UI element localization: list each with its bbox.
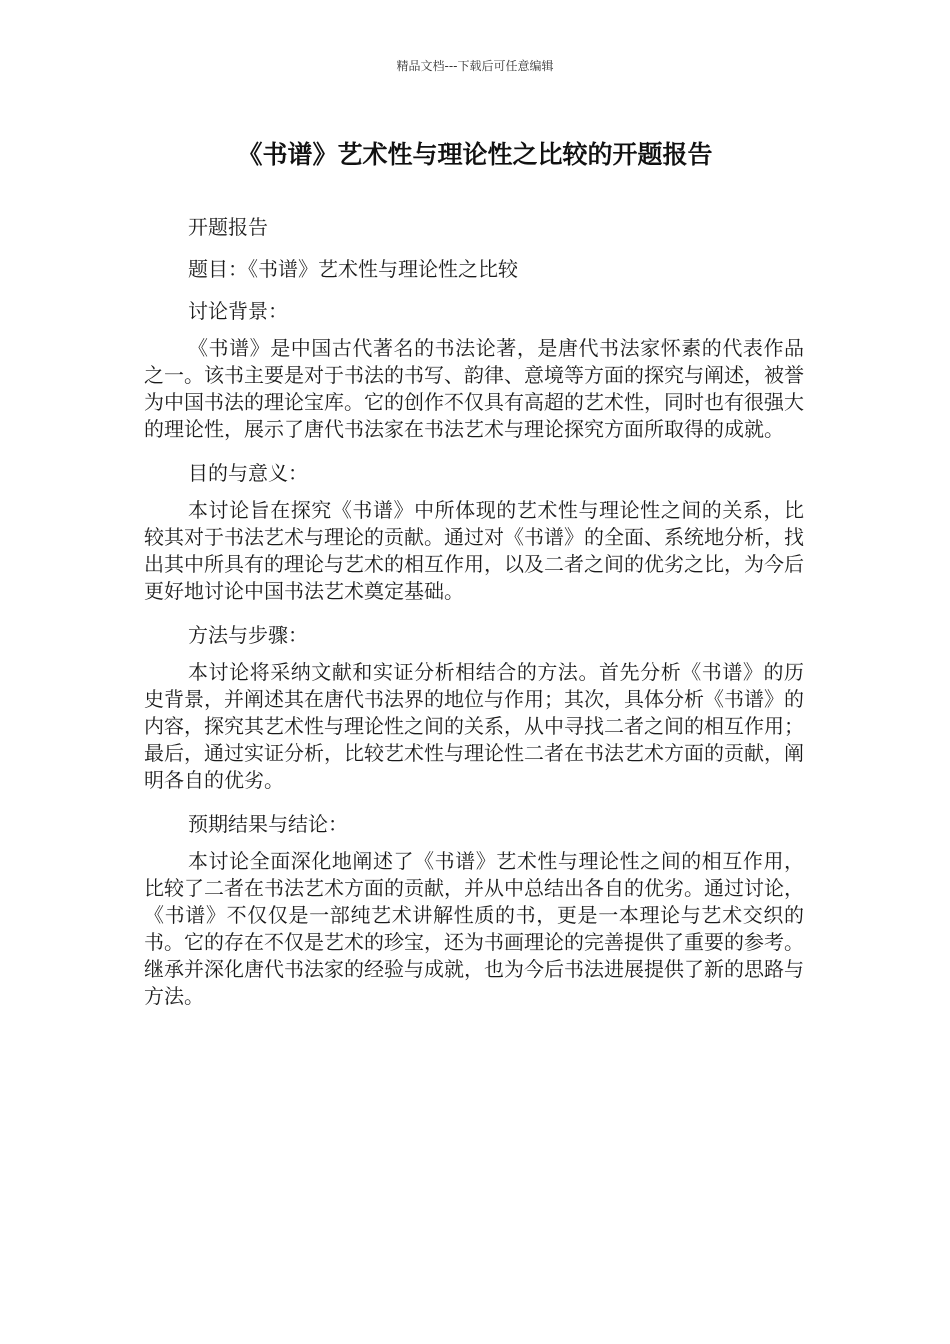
document-title: 《书谱》艺术性与理论性之比较的开题报告 <box>237 140 713 169</box>
document-body <box>144 209 804 1022</box>
section-heading-background: 讨论背景： <box>188 299 288 323</box>
section-body-purpose: 本讨论旨在探究《书谱》中所体现的艺术性与理论性之间的关系，比较其对于书法艺术与理论的贡献。通过对《书谱》的全面、系统地分析，找出其中所具有的理论与艺术的相互作用，以及二者之间的优劣之比，为今后更好地讨论中国书法艺术奠定基础。 <box>144 498 804 603</box>
page-header: 精品文档---下载后可任意编辑 <box>396 59 554 73</box>
section-heading-method: 方法与步骤： <box>188 623 308 647</box>
section-body-expected-result: 本讨论全面深化地阐述了《书谱》艺术性与理论性之间的相互作用，比较了二者在书法艺术方面的贡献，并从中总结出各自的优劣。通过讨论，《书谱》不仅仅是一部纯艺术讲解性质的书，更是一本理论与艺术交织的书。它的存在不仅是艺术的珍宝，还为书画理论的完善提供了重要的参考。继承并深化唐代书法家的经验与成就，也为今后书法进展提供了新的思路与方法。 <box>144 849 804 1008</box>
topic-label: 题目：《书谱》艺术性与理论性之比较 <box>188 257 518 281</box>
section-heading-expected-result: 预期结果与结论： <box>188 812 348 836</box>
report-label: 开题报告 <box>188 215 268 239</box>
section-body-background: 《书谱》是中国古代著名的书法论著，是唐代书法家怀素的代表作品之一。该书主要是对于书法的书写、韵律、意境等方面的探究与阐述，被誉为中国书法的理论宝库。它的创作不仅具有高超的艺术性，同时也有很强大的理论性，展示了唐代书法家在书法艺术与理论探究方面所取得的成就。 <box>144 336 804 441</box>
section-body-method: 本讨论将采纳文献和实证分析相结合的方法。首先分析《书谱》的历史背景，并阐述其在唐代书法界的地位与作用；其次，具体分析《书谱》的内容，探究其艺术性与理论性之间的关系，从中寻找二者之间的相互作用；最后，通过实证分析，比较艺术性与理论性二者在书法艺术方面的贡献，阐明各自的优劣。 <box>144 660 804 792</box>
section-heading-purpose: 目的与意义： <box>188 461 308 485</box>
